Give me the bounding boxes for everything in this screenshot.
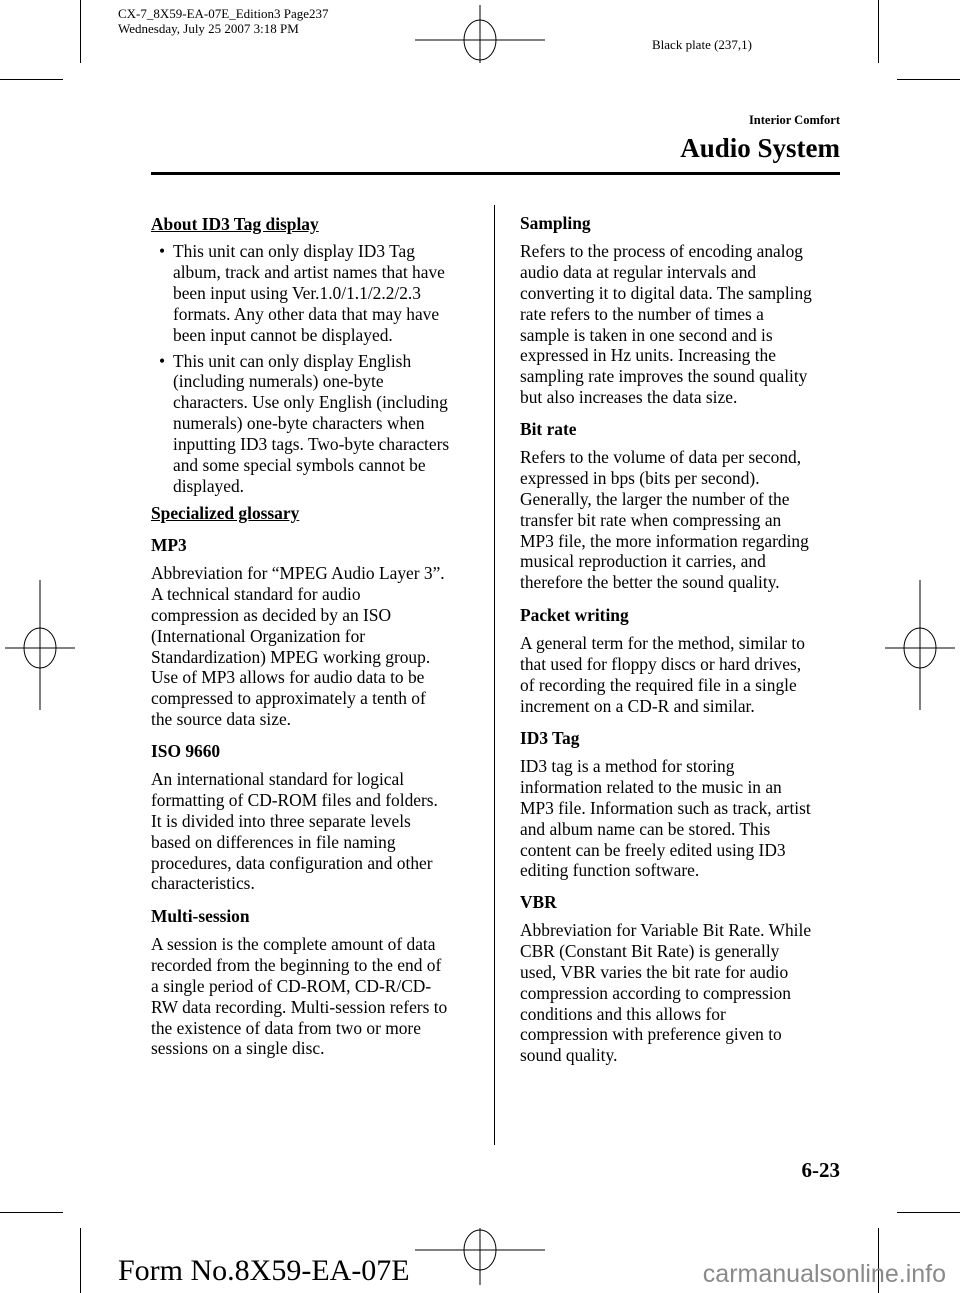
text-line: A technical standard for audio [151,583,361,604]
text-line: information related to the music in an [520,776,782,797]
text-line: sample is taken in one second and is [520,324,773,345]
bullet-item [151,241,445,345]
heading [151,214,319,235]
text-line: sound quality. [520,1045,618,1066]
text-line: expressed in bps (bits per second). [520,467,760,488]
heading [520,728,579,749]
heading [151,741,220,762]
text-line: formatting of CD-ROM files and folders. [151,789,438,810]
heading [520,605,629,626]
text-line: numerals) one-byte characters when [173,413,425,434]
text-line: characteristics. [151,873,255,894]
page-number: 6-23 [801,1158,840,1182]
text-line: MP3 file, the more information regarding [520,530,809,551]
text-line: An international standard for logical [151,769,405,789]
text-line: procedures, data configuration and other [151,852,433,873]
text-line: formats. Any other data that may have [173,303,440,324]
heading [151,906,250,927]
text-line: ID3 tag is a method for storing [520,756,735,776]
paragraph [520,447,809,593]
bullet-icon: • [159,241,166,261]
text-line: converting it to digital data. The sampling [520,282,812,303]
heading [520,213,591,234]
paragraph [520,633,805,717]
text-line: displayed. [173,475,244,496]
text-line: used, VBR varies the bit rate for audio [520,961,789,982]
watermark: carmanualsonline.info [702,1260,946,1288]
text-line: and album name can be stored. This [520,818,771,839]
text-line: content can be freely edited using ID3 [520,839,786,860]
text-line: This unit can only display ID3 Tag [173,241,415,261]
page-title: Audio System [680,133,840,163]
text-line: Bit rate [520,419,577,439]
text-line: compression with preference given to [520,1024,782,1045]
text-line: A general term for the method, similar to [520,633,805,653]
paragraph [151,769,438,894]
section-label: Interior Comfort [748,113,840,127]
bullet-item [151,351,449,497]
text-line: VBR [520,892,557,912]
paragraph [520,241,812,408]
text-line: Use of MP3 allows for audio data to be [151,667,425,688]
text-line: ID3 Tag [520,728,580,748]
slug-file: CX-7_8X59-EA-07E_Edition3 Page237 [118,6,329,21]
text-line: Packet writing [520,605,629,625]
text-line: (International Organization for [151,625,366,646]
text-line: MP3 [151,535,187,555]
text-line: Specialized glossary [151,503,300,523]
heading [520,892,557,913]
text-line: rate refers to the number of times a [520,303,764,324]
text-line: a single period of CD-ROM, CD-R/CD- [151,975,432,996]
text-line: Standardization) MPEG working group. [151,646,431,667]
text-line: sampling rate improves the sound quality [520,366,808,387]
text-line: editing function software. [520,860,700,881]
text-line: About ID3 Tag display [151,214,319,234]
text-line: album, track and artist names that have [173,261,445,282]
text-line: the source data size. [151,709,292,730]
text-line: Multi-session [151,906,250,926]
print-slug [118,6,329,36]
text-line: ISO 9660 [151,741,221,761]
text-line: that used for floppy discs or hard drives, [520,653,802,674]
text-line: It is divided into three separate levels [151,810,411,831]
plate-label: Black plate (237,1) [652,37,752,52]
title-rule [151,172,840,175]
text-line: transfer bit rate when compressing an [520,509,782,530]
text-line: musical reproduction it carries, and [520,551,766,572]
text-line: compressed to approximately a tenth of [151,688,426,709]
text-line: expressed in Hz units. Increasing the [520,345,776,366]
text-line: inputting ID3 tags. Two-byte characters [173,434,450,455]
text-line: MP3 file. Information such as track, artist [520,797,811,818]
text-line: conditions and this allows for [520,1003,726,1024]
text-line: recorded from the beginning to the end of [151,954,442,975]
text-line: and some special symbols cannot be [173,454,426,475]
text-line: Refers to the process of encoding analog [520,241,803,261]
slug-date: Wednesday, July 25 2007 3:18 PM [118,21,299,36]
text-line: been input using Ver.1.0/1.1/2.2/2.3 [173,282,421,303]
text-line: characters. Use only English (including [173,392,448,413]
text-line: This unit can only display English [173,350,412,371]
text-line: compression as decided by an ISO [151,604,392,625]
text-line: Refers to the volume of data per second, [520,447,802,467]
column-divider [494,205,495,1145]
text-line: RW data recording. Multi-session refers to [151,996,448,1017]
heading [151,503,299,524]
text-line: Abbreviation for “MPEG Audio Layer 3”. [151,563,445,583]
text-line: increment on a CD-R and similar. [520,695,755,716]
paragraph [520,920,811,1066]
text-line: CBR (Constant Bit Rate) is generally [520,940,780,961]
paragraph [151,563,445,730]
bullet-icon: • [159,350,166,371]
paragraph [151,934,447,1059]
heading [151,535,187,556]
text-line: the existence of data from two or more [151,1017,421,1038]
text-line: A session is the complete amount of data [151,934,436,954]
text-line: Generally, the larger the number of the [520,488,790,509]
text-line: therefore the better the sound quality. [520,572,780,593]
form-number: Form No.8X59-EA-07E [118,1254,410,1287]
text-line: Abbreviation for Variable Bit Rate. While [520,920,812,940]
text-line: based on differences in file naming [151,831,396,852]
text-line: Sampling [520,213,591,233]
heading [520,419,577,440]
text-line: compression according to compression [520,982,791,1003]
text-line: been input cannot be displayed. [173,324,393,345]
text-line: of recording the required file in a single [520,674,797,695]
paragraph [520,756,811,881]
text-line: (including numerals) one-byte [173,371,384,392]
text-line: but also increases the data size. [520,387,738,408]
text-line: sessions on a single disc. [151,1038,325,1059]
text-line: audio data at regular intervals and [520,261,757,282]
